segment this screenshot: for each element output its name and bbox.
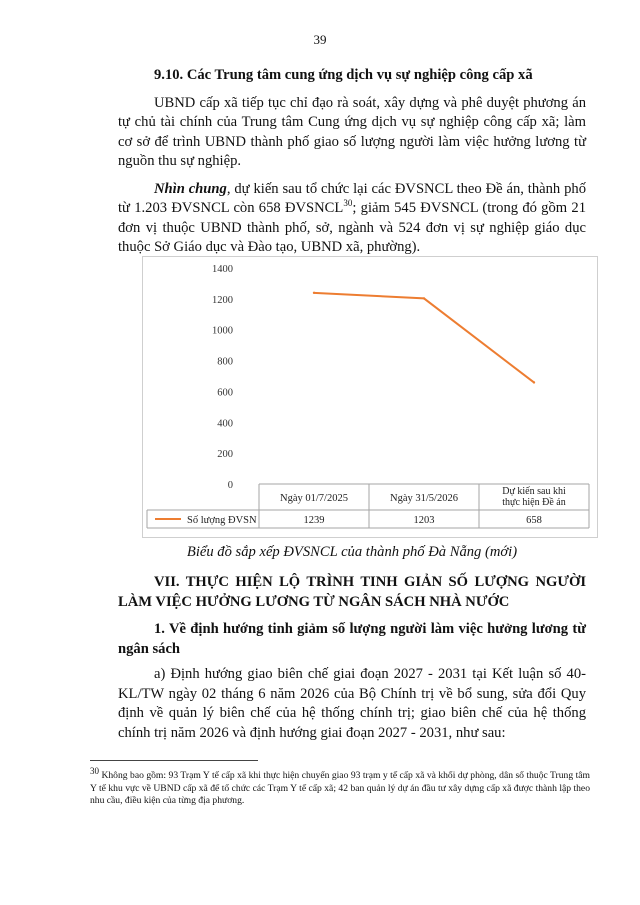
x-category-label: Ngày 31/5/2026 [390,493,458,504]
paragraph-2-lead: Nhìn chung [154,180,227,197]
paragraph-2-part-b: ; giảm 545 ĐVSNCL (trong đó gồm 21 đơn vị thuộc UBND thành phố, sở, ngành và 524 đơn vị sự nghiệp giáo dục thuộc Sở Giáo dục và Đào tạo, UBND xã, phường). [118,200,586,255]
series-line [314,293,534,383]
paragraph-2 [118,180,586,258]
x-category-label: thực hiện Đề án [502,497,566,508]
y-tick-label: 800 [217,356,233,368]
footnote-text: Không bao gồm: 93 Trạm Y tế cấp xã khi thực hiện chuyển giao 93 trạm y tế cấp xã và khối dự phòng, dân số thuộc Trung tâm Y tế khu vực về UBND cấp xã để tổ chức các Trạm Y tế cấp xã; 42 ban quản lý dự án đầu tư xây dựng cấp xã được thành lập theo nhu cầu, điều kiện của từng địa phương. [90,770,590,806]
y-tick-label: 1200 [212,294,233,306]
footnote-ref[interactable]: 30 [343,198,353,209]
y-tick-label: 1000 [212,325,233,337]
x-category-label: Ngày 01/7/2025 [280,493,348,504]
y-tick-label: 1400 [212,264,233,275]
paragraph-1: UBND cấp xã tiếp tục chỉ đạo rà soát, xây dựng và phê duyệt phương án tự chủ tài chính của Trung tâm Cung ứng dịch vụ sự nghiệp công cấp xã; làm cơ sở để trình UBND thành phố giao số lượng người làm việc hưởng lương từ nguồn thu sự nghiệp. [118,94,586,169]
line-chart [143,257,597,537]
section-9-10 [118,66,586,258]
table-value: 658 [526,515,542,526]
data-point [423,297,425,299]
section-heading: 9.10. Các Trung tâm cung ứng dịch vụ sự nghiệp công cấp xã [154,67,533,83]
data-point [313,292,315,294]
chart-caption: Biểu đồ sắp xếp ĐVSNCL của thành phố Đà Nẵng (mới) [186,544,518,560]
data-point [533,381,535,383]
y-tick-label: 0 [227,480,233,491]
heading-1: 1. Về định hướng tinh giảm số lượng người làm việc hưởng lương từ ngân sách [118,621,586,657]
x-category-label: Dự kiến sau khi [502,486,566,497]
y-tick-label: 400 [217,418,233,430]
paragraph-a: a) Định hướng giao biên chế giai đoạn 2027 - 2031 tại Kết luận số 40-KL/TW ngày 02 tháng 6 năm 2026 của Bộ Chính trị về bổ sung, sửa đổi Quy định về quản lý biên chế của hệ thống chính trị; giao biên chế của hệ thống chính trị năm 2026 và định hướng giai đoạn 2027 - 2031, như sau: [118,666,586,741]
table-value: 1239 [303,515,325,526]
table-value: 1203 [413,515,435,526]
legend-label: Số lượng ĐVSN [187,515,257,526]
page-number: 39 [313,32,327,47]
y-tick-label: 600 [217,387,233,399]
paragraph-2-part-a: , dự kiến sau tổ chức lại các ĐVSNCL theo Đề án, thành phố từ 1.203 ĐVSNCL còn 658 ĐVSNCL [118,180,586,216]
heading-vii: VII. THỰC HIỆN LỘ TRÌNH TINH GIẢN SỐ LƯỢNG NGƯỜI LÀM VIỆC HƯỞNG LƯƠNG TỪ NGÂN SÁCH NHÀ NƯỚC [118,574,586,610]
footnote-divider [90,760,258,761]
footnote-number: 30 [90,765,99,776]
y-tick-label: 200 [217,449,233,461]
footnote [90,765,590,808]
chart-container [142,256,598,538]
